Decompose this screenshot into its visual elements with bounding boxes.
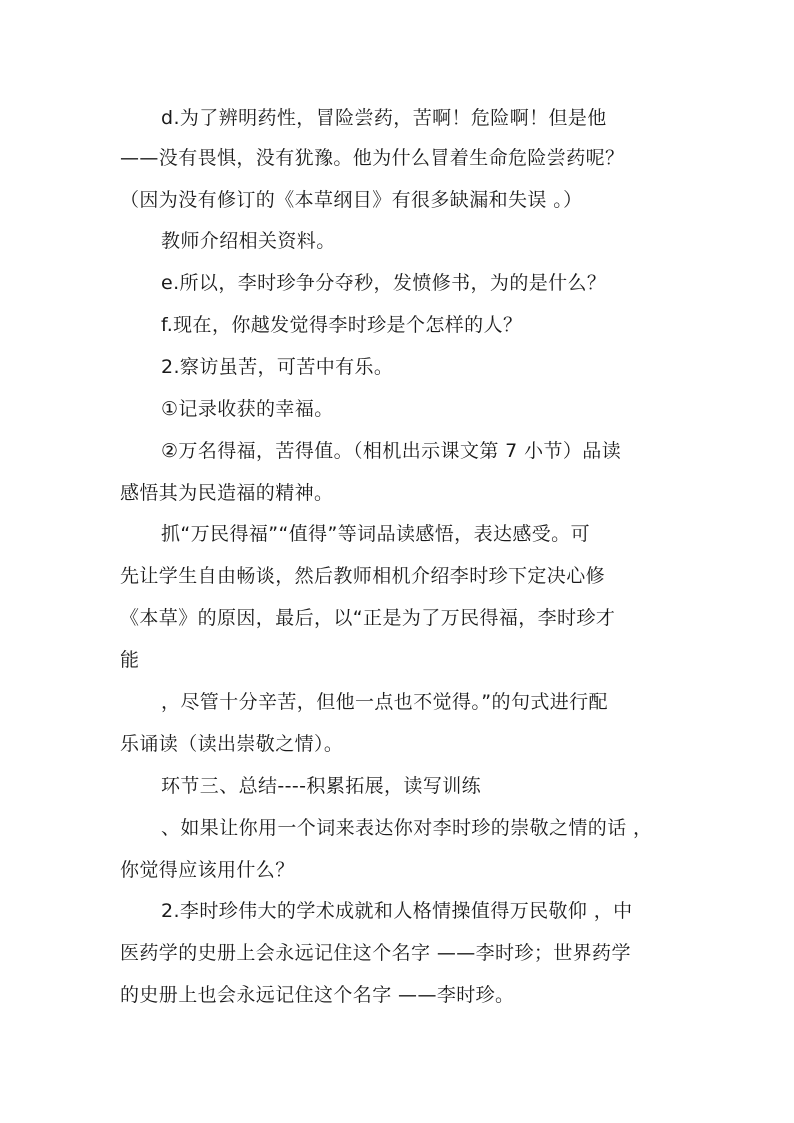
text-line: （因为没有修订的《本草纲目》有很多缺漏和失误 。） xyxy=(120,189,583,211)
text-line: 你觉得应该用什么？ xyxy=(120,859,295,881)
text-line: d.为了辨明药性，冒险尝药，苦啊！危险啊！但是他 xyxy=(161,107,607,129)
text-line: ——没有畏惧，没有犹豫。他为什么冒着生命危险尝药呢？ xyxy=(120,147,625,169)
text-line: 能 xyxy=(120,649,140,671)
text-line: e.所以，李时珍争分夺秒，发愤修书，为的是什么？ xyxy=(161,272,607,294)
text-line: 教师介绍相关资料。 xyxy=(161,230,336,252)
text-line: 医药学的史册上会永远记住这个名字 ——李时珍；世界药学 xyxy=(120,942,631,964)
text-line: 2.李时珍伟大的学术成就和人格情操值得万民敬仰 ，中 xyxy=(161,900,633,922)
text-line: 乐诵读（读出崇敬之情）。 xyxy=(120,733,344,755)
text-line: 抓“万民得福”“值得”等词品读感悟，表达感受。可 xyxy=(161,523,590,545)
text-line: ，尽管十分辛苦，但他一点也不觉得。”的句式进行配 xyxy=(161,691,608,713)
text-line: 环节三、总结----积累拓展，读写训练 xyxy=(161,775,482,797)
text-line: ②万名得福，苦得值。（相机出示课文第 7 小节）品读 xyxy=(161,440,622,462)
text-line: ①记录收获的幸福。 xyxy=(161,398,334,420)
text-line: f.现在，你越发觉得李时珍是个怎样的人？ xyxy=(161,314,523,336)
text-line: 、如果让你用一个词来表达你对李时珍的崇敬之情的话 ， xyxy=(161,817,653,839)
text-line: 感悟其为民造福的精神。 xyxy=(120,482,334,504)
text-line: 2.察访虽苦，可苦中有乐。 xyxy=(161,356,394,378)
text-line: 的史册上也会永远记住这个名字 ——李时珍。 xyxy=(120,984,515,1006)
text-line: 先让学生自由畅谈，然后教师相机介绍李时珍下定决心修 xyxy=(120,565,606,587)
text-line: 《本草》的原因，最后，以“正是为了万民得福，李时珍才 xyxy=(120,607,616,629)
